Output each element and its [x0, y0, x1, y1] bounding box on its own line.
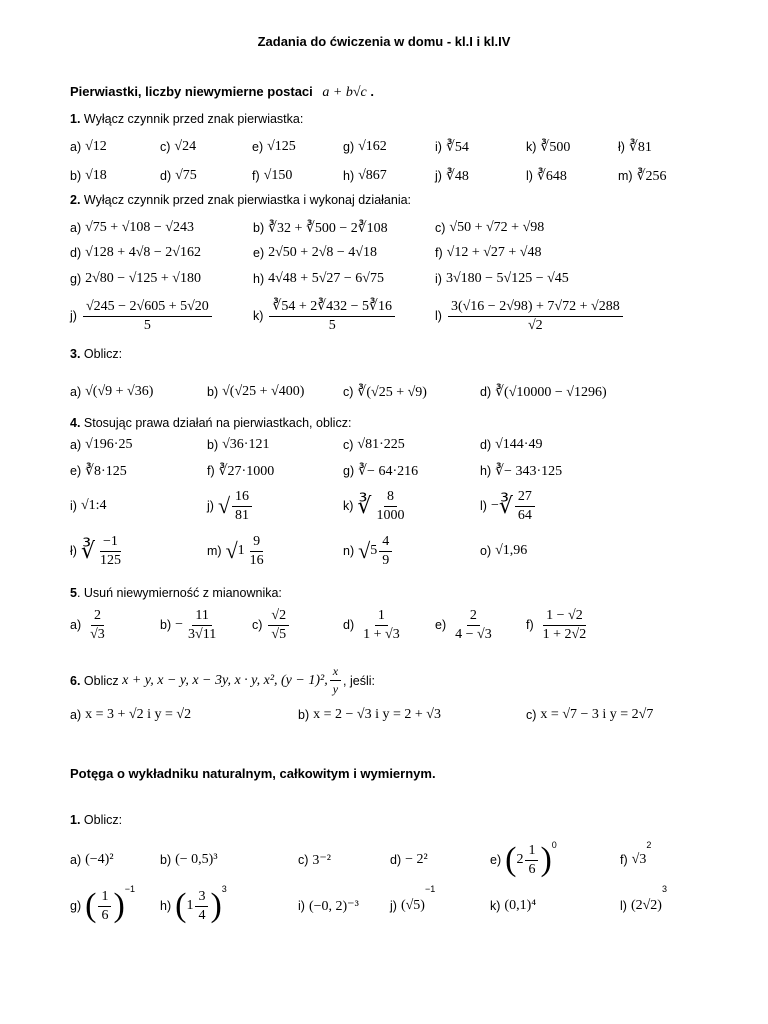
fraction-denominator: 5 [143, 317, 151, 333]
task-number: 2. [70, 193, 81, 207]
exercise-item [70, 530, 126, 572]
power-row-1 [0, 840, 768, 880]
fraction-numerator: 4 [379, 534, 392, 552]
exercise-item [435, 296, 625, 336]
exercise-label: b) [207, 385, 219, 399]
exercise-item [70, 604, 110, 646]
math-expression: (−0, 2)⁻³ [308, 898, 359, 914]
fraction-numerator: 11 [192, 608, 211, 626]
exercise-item [390, 884, 435, 928]
exercise-label: m) [207, 544, 222, 558]
heading-dot: . [370, 84, 375, 99]
task-5-row [0, 604, 768, 646]
exercise-label: g) [343, 140, 355, 154]
exercise-label: j) [207, 499, 214, 513]
fraction-denominator: 16 [249, 552, 264, 568]
exercise-label: c) [343, 438, 354, 452]
fraction-denominator: 5 [328, 318, 336, 333]
task-6-tail: , jeśli: [343, 673, 375, 688]
exercise-label: o) [480, 544, 492, 558]
paren-close: ) [113, 887, 125, 924]
paren-open: ( [85, 887, 97, 924]
exercise-item [480, 456, 562, 486]
task-number: 1. [70, 112, 81, 126]
math-expression: √18 [85, 168, 107, 183]
exercise-label: a) [70, 708, 82, 722]
exercise-item [70, 296, 214, 336]
fraction-numerator: 9 [250, 534, 263, 552]
exercise-label: d) [343, 618, 355, 632]
exponent: −1 [124, 884, 136, 894]
math-expression: √36·121 [222, 437, 270, 452]
exercise-item [252, 604, 291, 646]
fraction [83, 299, 212, 334]
math-expression: √162 [358, 139, 387, 154]
exercise-item [620, 884, 667, 928]
exercise-item [160, 132, 196, 162]
exercise-label: c) [298, 853, 309, 867]
fraction-denominator: 4 [198, 907, 206, 923]
math-expression: √144·49 [495, 437, 543, 452]
exercise-item [390, 840, 428, 880]
radical-symbol: ∛ [498, 493, 513, 518]
exercise-item [253, 264, 384, 294]
exercise-label: f) [207, 464, 215, 478]
page-title: Zadania do ćwiczenia w domu - kl.I i kl.IV [257, 34, 511, 49]
exercise-label: l) [435, 309, 442, 323]
exercise-label: b) [70, 169, 82, 183]
exercise-label: h) [480, 464, 492, 478]
fraction-numerator: √245 − 2√605 + 5√20 [83, 299, 212, 317]
exercise-label: a) [70, 438, 82, 452]
math-expression: √125 [267, 139, 296, 154]
exercise-label: i) [70, 499, 77, 513]
exercise-item [526, 161, 567, 191]
exercise-label: b) [160, 618, 172, 632]
exercise-label: e) [252, 140, 264, 154]
math-expression: √12 [85, 139, 107, 154]
fraction-numerator: −1 [100, 534, 121, 552]
math-expression: √150 [263, 168, 293, 183]
exercise-item [160, 604, 221, 646]
exercise-item [253, 296, 397, 336]
exercise-item [70, 486, 107, 526]
fraction-denominator: √3 [90, 626, 105, 642]
exercise-label: n) [343, 544, 355, 558]
fraction-numerator: 27 [515, 489, 535, 507]
fraction-denominator: 3√11 [188, 626, 217, 642]
fraction-numerator: 3 [195, 889, 208, 907]
section-heading-roots [70, 84, 374, 101]
exercise-label: j) [435, 169, 442, 183]
x-over-y-fraction [330, 664, 341, 697]
fraction-denominator: 1000 [376, 507, 405, 523]
exponent: 3 [661, 884, 667, 894]
exercise-item [160, 884, 227, 928]
fraction [379, 534, 392, 569]
exercise-label: a) [70, 140, 82, 154]
task-text: Oblicz [83, 673, 119, 688]
math-expression: √867 [358, 168, 387, 183]
math-expression: √(√9 + √36) [85, 384, 154, 399]
exercise-item [70, 700, 191, 730]
exercise-label: k) [343, 499, 354, 513]
exercise-item [480, 377, 607, 407]
math-expression: 4√48 + 5√27 − 6√75 [268, 271, 384, 286]
exercise-item [343, 377, 427, 407]
fraction-denominator: √5 [271, 626, 287, 642]
exercise-label: c) [160, 140, 171, 154]
exercise-item [160, 161, 197, 191]
exercise-label: h) [343, 169, 355, 183]
exercise-item [70, 884, 135, 928]
exercise-item [480, 486, 537, 526]
exercise-item [298, 884, 359, 928]
exercise-label: f) [526, 618, 534, 632]
whole-part: 2 [516, 852, 524, 867]
exercise-item [435, 132, 469, 162]
task-number: 4. [70, 416, 81, 430]
whole-part: 5 [370, 543, 378, 558]
task-6-row [0, 700, 768, 730]
fraction-denominator: 6 [528, 861, 536, 877]
exercise-item [207, 486, 254, 526]
math-expression: √3 [631, 852, 647, 867]
exercise-label: a) [70, 221, 82, 235]
task-5-instruction [70, 586, 282, 600]
task-2-row-3 [0, 264, 768, 294]
paren-close: ) [540, 841, 552, 878]
math-expression: √128 + 4√8 − 2√162 [85, 245, 201, 260]
math-expression: √75 [175, 168, 197, 183]
exercise-item [343, 132, 387, 162]
exercise-item [490, 884, 536, 928]
exercise-label: d) [160, 169, 172, 183]
fraction-numerator: 2 [467, 608, 480, 626]
fraction [452, 608, 495, 643]
math-expression: 2√80 − √125 + √180 [85, 271, 201, 286]
exercise-label: g) [70, 899, 82, 913]
fraction [515, 489, 535, 524]
fraction [269, 298, 395, 334]
math-expression: 3⁻² [312, 852, 332, 868]
exercise-item [526, 132, 570, 162]
math-expression: (√5) [400, 898, 425, 913]
fraction [540, 608, 590, 643]
paren-open: ( [175, 887, 187, 924]
exercise-item [618, 132, 652, 162]
whole-part: 1 [186, 898, 194, 913]
exercise-label: d) [70, 246, 82, 260]
task-number: 1. [70, 813, 81, 827]
power-row-2 [0, 884, 768, 928]
fraction [232, 489, 252, 524]
exercise-item [207, 456, 274, 486]
exercise-label: e) [490, 853, 502, 867]
task-3-instruction [70, 347, 122, 361]
exercise-label: k) [526, 140, 537, 154]
exercise-label: a) [70, 385, 82, 399]
math-expression: √(√25 + √400) [222, 384, 305, 399]
exercise-label: f) [435, 246, 443, 260]
fraction-numerator: x [330, 664, 341, 681]
task-6-instruction [70, 664, 375, 697]
task-number: 6. [70, 673, 81, 688]
exercise-label: d) [480, 385, 492, 399]
radical-symbol: ∛ [357, 493, 372, 518]
task-1-row-2 [0, 161, 768, 191]
exercise-item [252, 161, 292, 191]
exercise-item [435, 264, 569, 294]
fraction [268, 608, 289, 643]
exercise-label: c) [343, 385, 354, 399]
math-expression: (0,1)⁴ [504, 898, 537, 913]
fraction [98, 889, 111, 924]
radical-symbol: √ [225, 538, 238, 563]
exercise-label: b) [253, 221, 265, 235]
fraction-numerator: 2 [91, 608, 104, 626]
exercise-item [618, 161, 667, 191]
fraction-denominator: √2 [527, 317, 543, 333]
exercise-item [490, 840, 557, 880]
fraction [185, 608, 219, 643]
fraction [87, 608, 108, 643]
task-text: . Usuń niewymierność z mianownika: [76, 586, 282, 600]
exercise-label: a) [70, 853, 82, 867]
math-expression: √196·25 [85, 437, 133, 452]
math-expression: √24 [174, 139, 197, 154]
radical-symbol: √ [358, 538, 371, 563]
exercise-item [343, 530, 394, 572]
exercise-label: l) [620, 899, 627, 913]
exercise-label: m) [618, 169, 633, 183]
math-expression: ∛256 [636, 168, 667, 184]
exercise-label: c) [252, 618, 263, 632]
exercise-label: c) [526, 708, 537, 722]
exercise-label: ł) [618, 140, 625, 154]
math-expression: √50 + √72 + √98 [449, 220, 545, 235]
exercise-label: l) [480, 499, 487, 513]
fraction-denominator: 4 − √3 [455, 626, 492, 642]
fraction-numerator: 16 [232, 489, 252, 507]
exercise-label: f) [252, 169, 260, 183]
math-expression: ∛− 64·216 [358, 463, 419, 479]
exponent: 0 [551, 840, 557, 850]
sign: − [175, 617, 184, 632]
exercise-item [526, 700, 653, 730]
exercise-item [435, 604, 497, 646]
exercise-label: g) [70, 272, 82, 286]
fraction-numerator: 1 − √2 [543, 608, 586, 626]
exercise-label: c) [435, 221, 446, 235]
fraction-denominator: 1 + √3 [363, 626, 400, 642]
exercise-item [70, 840, 114, 880]
exercise-label: k) [490, 899, 501, 913]
fraction-denominator: 6 [101, 907, 109, 923]
sign: − [490, 498, 499, 513]
exercise-label: e) [253, 246, 265, 260]
exercise-item [252, 132, 296, 162]
paren-open: ( [505, 841, 517, 878]
fraction-denominator: 64 [517, 507, 532, 523]
task-4-row-4 [0, 530, 768, 572]
task-number: 3. [70, 347, 81, 361]
exercise-item [343, 604, 405, 646]
task-text: Oblicz: [83, 347, 123, 361]
exercise-item [298, 840, 331, 880]
exercise-label: b) [207, 438, 219, 452]
task-text: Stosując prawa działań na pierwiastkach, oblicz: [83, 416, 352, 430]
exercise-item [480, 530, 527, 572]
task-2-row-4 [0, 296, 768, 336]
fraction-numerator: 1 [98, 889, 111, 907]
exercise-label: h) [160, 899, 172, 913]
fraction [247, 534, 267, 569]
math-expression: 3√180 − 5√125 − √45 [445, 271, 569, 286]
fraction-numerator: ∛54 + 2∛432 − 5∛16 [269, 298, 395, 317]
fraction-numerator: 3(√16 − 2√98) + 7√72 + √288 [448, 299, 623, 317]
task-1-row-1 [0, 132, 768, 162]
radical-symbol: ∛ [80, 538, 95, 563]
task-text: Wyłącz czynnik przed znak pierwiastka: [83, 112, 304, 126]
math-expression: 2√50 + 2√8 − 4√18 [268, 245, 377, 260]
fraction-denominator: 9 [382, 552, 390, 568]
math-expression: ∛648 [536, 168, 567, 184]
exercise-label: k) [253, 309, 264, 323]
exercise-item [207, 530, 269, 572]
whole-part: 1 [237, 543, 245, 558]
exercise-label: b) [298, 708, 310, 722]
math-expression: ∛(√10000 − √1296) [495, 384, 607, 400]
task-2-instruction [70, 193, 411, 207]
task-4-row-2 [0, 456, 768, 486]
math-expression: ∛− 343·125 [495, 463, 563, 479]
fraction [525, 843, 538, 878]
exercise-label: a) [70, 618, 82, 632]
exercise-item [70, 161, 107, 191]
math-expression: x = √7 − 3 i y = 2√7 [540, 707, 654, 722]
exercise-item [343, 486, 409, 526]
exercise-label: ł) [70, 544, 77, 558]
task-3-row [0, 377, 768, 407]
math-expression: ∛500 [540, 139, 571, 155]
exercise-label: i) [298, 899, 305, 913]
exercise-item [207, 377, 304, 407]
exercise-label: d) [480, 438, 492, 452]
exercise-item [343, 161, 387, 191]
section-heading-text: Pierwiastki, liczby niewymierne postaci [70, 84, 313, 99]
math-expression: √75 + √108 − √243 [85, 220, 194, 235]
exercise-item [160, 840, 218, 880]
power-task-1-instruction [70, 813, 122, 827]
exercise-item [526, 604, 591, 646]
exercise-item [70, 132, 107, 162]
exercise-label: e) [70, 464, 82, 478]
math-expression: ∛(√25 + √9) [357, 384, 427, 400]
math-expression: ∛54 [445, 139, 469, 155]
fraction-numerator: 8 [384, 489, 397, 507]
radical-symbol: √ [217, 493, 231, 518]
fraction [360, 608, 403, 643]
exercise-item [70, 377, 153, 407]
fraction-denominator: 81 [235, 507, 250, 523]
exercise-label: l) [526, 169, 533, 183]
math-expression: x = 2 − √3 i y = 2 + √3 [313, 707, 441, 722]
exercise-label: g) [343, 464, 355, 478]
math-expression: ∛81 [628, 139, 652, 155]
task-4-row-3 [0, 486, 768, 526]
task-4-instruction [70, 416, 351, 430]
math-expression: (− 0,5)³ [175, 852, 218, 867]
math-expression: (2√2) [630, 898, 662, 913]
task-6-expressions: x + y, x − y, x − 3y, x · y, x², (y − 1)², [122, 672, 328, 688]
math-expression: ∛32 + ∛500 − 2∛108 [268, 220, 388, 236]
fraction-denominator: 1 + 2√2 [542, 626, 587, 642]
exercise-label: d) [390, 853, 402, 867]
fraction [195, 889, 208, 924]
task-1-instruction [70, 112, 303, 126]
task-number: 5 [70, 586, 77, 600]
exercise-label: b) [160, 853, 172, 867]
fraction [97, 534, 124, 569]
exercise-label: j) [390, 899, 397, 913]
math-expression: (−4)² [85, 852, 114, 867]
fraction [448, 299, 623, 334]
exercise-label: i) [435, 140, 442, 154]
exercise-item [70, 456, 127, 486]
fraction-numerator: 1 [525, 843, 538, 861]
task-text: Oblicz: [83, 813, 123, 827]
exercise-item [70, 264, 201, 294]
fraction-denominator: 125 [99, 552, 121, 568]
task-text: Wyłącz czynnik przed znak pierwiastka i wykonaj działania: [83, 193, 412, 207]
fraction-numerator: 1 [375, 608, 388, 626]
math-expression: ∛48 [445, 168, 469, 184]
exponent: 2 [646, 840, 652, 850]
math-expression: √81·225 [357, 437, 405, 452]
math-expression: ∛8·125 [85, 463, 127, 479]
exercise-label: e) [435, 618, 447, 632]
math-expression: x = 3 + √2 i y = √2 [85, 707, 192, 722]
section-heading-powers: Potęga o wykładniku naturalnym, całkowitym i wymiernym. [70, 766, 436, 781]
exercise-label: h) [253, 272, 265, 286]
exercise-label: j) [70, 309, 77, 323]
exercise-item [620, 840, 651, 880]
exercise-label: i) [435, 272, 442, 286]
exercise-item [435, 161, 469, 191]
math-expression: √12 + √27 + √48 [446, 245, 542, 260]
math-expression: √1:4 [80, 498, 107, 513]
exercise-item [343, 456, 418, 486]
exponent: −1 [424, 884, 436, 894]
form-expression: a + b√c [322, 85, 367, 100]
math-expression: ∛27·1000 [218, 463, 275, 479]
math-expression: − 2² [405, 852, 428, 867]
paren-close: ) [210, 887, 222, 924]
exercise-label: f) [620, 853, 628, 867]
fraction-numerator: √2 [268, 608, 289, 626]
exponent: 3 [221, 884, 227, 894]
fraction [373, 489, 407, 524]
math-expression: √1,96 [495, 543, 528, 558]
fraction-denominator: y [332, 682, 339, 696]
exercise-item [298, 700, 441, 730]
